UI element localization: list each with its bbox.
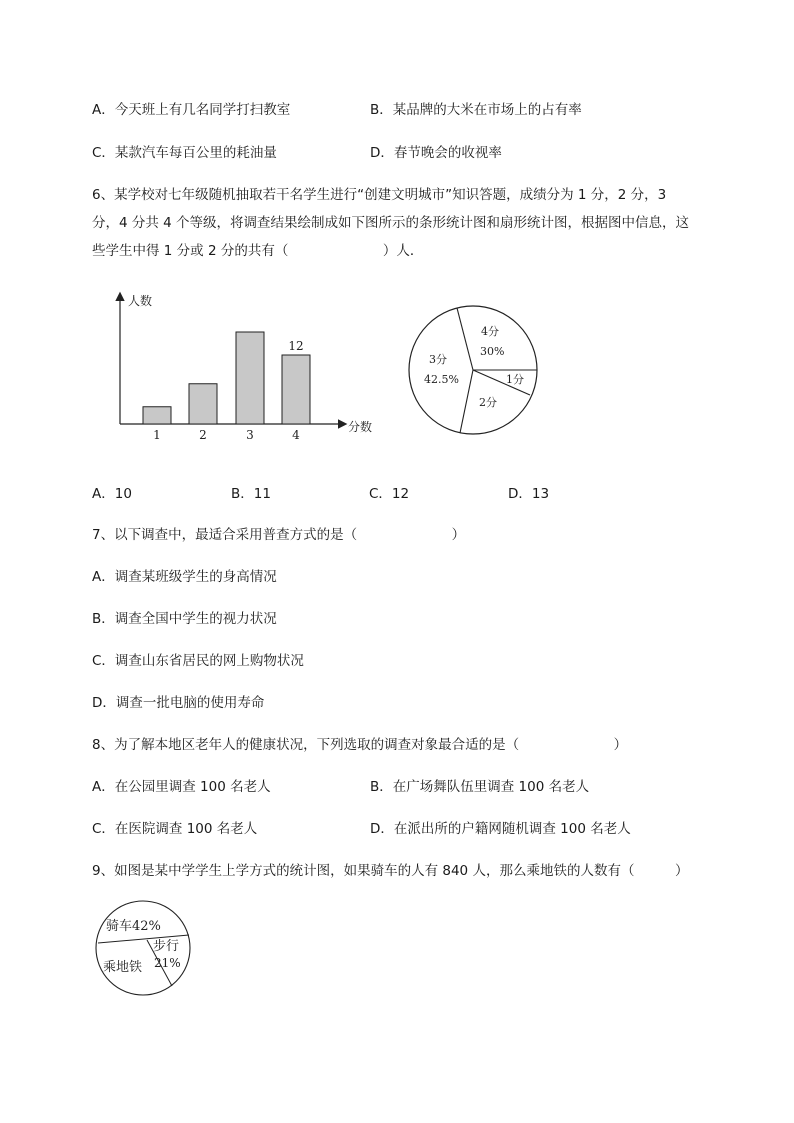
q9-label-bike: 骑车42% xyxy=(106,919,161,934)
q9-pie-chart xyxy=(92,897,196,1001)
q6-stem-line-2: 分，4 分共 4 个等级，将调查结果绘制成如下图所示的条形统计图和扇形统计图，根据图中信息，这 xyxy=(92,215,690,231)
bar-data-label-4: 12 xyxy=(288,339,304,353)
bar-4 xyxy=(282,355,310,424)
bar-tick-1: 1 xyxy=(153,428,161,442)
q6-pie-chart xyxy=(405,300,545,440)
bar-1 xyxy=(143,407,171,424)
q9-pct-walk: 21% xyxy=(154,956,181,970)
q8-option-c[interactable]: C．在医院调查 100 名老人 xyxy=(92,821,258,837)
q8-option-b[interactable]: B．在广场舞队伍里调查 100 名老人 xyxy=(370,779,590,795)
q5-option-d[interactable]: D．春节晚会的收视率 xyxy=(370,145,502,161)
q6-option-c[interactable]: C．12 xyxy=(369,486,410,502)
pie-label-3: 3分 xyxy=(429,353,447,366)
bar-3 xyxy=(236,332,264,424)
bar-ylabel: 人数 xyxy=(128,294,153,308)
q7-option-d[interactable]: D．调查一批电脑的使用寿命 xyxy=(92,695,265,711)
bar-tick-4: 4 xyxy=(292,428,300,442)
bar-2 xyxy=(189,384,217,424)
pie-label-1: 1分 xyxy=(506,373,524,386)
q7-option-c[interactable]: C．调查山东省居民的网上购物状况 xyxy=(92,653,304,669)
q6-option-a[interactable]: A．10 xyxy=(92,486,132,502)
pie-label-2: 2分 xyxy=(479,396,497,409)
q7-option-a[interactable]: A．调查某班级学生的身高情况 xyxy=(92,569,277,585)
q8-option-a[interactable]: A．在公园里调查 100 名老人 xyxy=(92,779,271,795)
q5-option-b[interactable]: B．某品牌的大米在市场上的占有率 xyxy=(370,102,582,118)
pie-label-4: 4分 xyxy=(481,325,499,338)
q8-option-d[interactable]: D．在派出所的户籍网随机调查 100 名老人 xyxy=(370,821,631,837)
q5-option-a[interactable]: A．今天班上有几名同学打扫教室 xyxy=(92,102,291,118)
bar-xlabel: 分数 xyxy=(348,420,373,434)
q7-option-b[interactable]: B．调查全国中学生的视力状况 xyxy=(92,611,277,627)
q8-stem: 8、为了解本地区老年人的健康状况，下列选取的调查对象最合适的是（ ） xyxy=(92,737,628,753)
q6-bar-chart xyxy=(95,288,395,448)
q5-option-c[interactable]: C．某款汽车每百公里的耗油量 xyxy=(92,145,277,161)
pie-pct-4: 30% xyxy=(480,345,505,358)
q6-option-d[interactable]: D．13 xyxy=(508,486,550,502)
q9-stem: 9、如图是某中学学生上学方式的统计图，如果骑车的人有 840 人，那么乘地铁的人数有（ ） xyxy=(92,863,689,879)
pie-pct-3: 42.5% xyxy=(424,373,459,386)
q6-stem-line-1: 6、某学校对七年级随机抽取若干名学生进行“创建文明城市”知识答题，成绩分为 1 分，2 分，3 xyxy=(92,187,667,203)
q7-stem: 7、以下调查中，最适合采用普查方式的是（ ） xyxy=(92,527,466,543)
q9-label-walk: 步行 xyxy=(153,939,180,954)
bar-tick-2: 2 xyxy=(199,428,207,442)
q9-label-subway: 乘地铁 xyxy=(103,960,143,975)
q6-stem-line-3: 些学生中得 1 分或 2 分的共有（ ）人． xyxy=(92,243,424,259)
bar-tick-3: 3 xyxy=(246,428,254,442)
q6-option-b[interactable]: B．11 xyxy=(231,486,271,502)
